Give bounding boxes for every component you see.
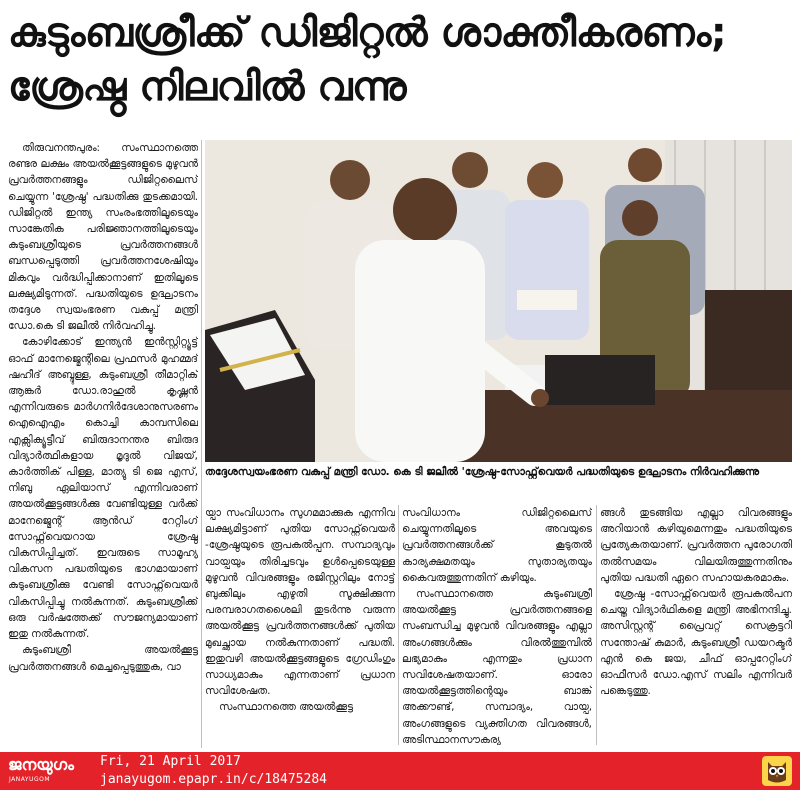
epaper-url[interactable]: janayugom.epapr.in/c/18475284 [100, 772, 327, 787]
photo-illustration [205, 140, 792, 462]
paragraph: ങ്ങൾ തുടങ്ങിയ എല്ലാ വിവരങ്ങളും അറിയാൻ കഴിയുമെന്നതും പദ്ധതിയുടെ പ്രത്യേകതയാണ്. പ്രവർത്തന പുരോഗതി തൽസമയം വിലയിരുത്തുന്നതിനും പുതിയ പദ്ധതി ഏറെ സഹായകരമാകും. [600, 507, 792, 584]
paragraph: സംവിധാനം ഡിജിറ്റലൈസ് ചെയ്യുന്നതിലൂടെ അവയുടെ പ്രവർത്തനങ്ങൾക്ക് കൂടുതൽ കാര്യക്ഷമതയും സുതാര്യതയും കൈവരുത്തുന്നതിന് കഴിയും. [402, 507, 592, 584]
article-column-3 [402, 505, 592, 745]
paragraph: സംസ്ഥാനത്തെ അയൽക്കൂട്ട [219, 701, 353, 714]
paragraph: സംസ്ഥാനത്തെ കുടുംബശ്രീ അയൽക്കൂട്ട പ്രവർത്തനങ്ങളെ സംബന്ധിച്ച മുഴുവൻ വിവരങ്ങളും എല്ലാ അംഗങ്ങൾക്കും വിരൽത്തുമ്പിൽ ലഭ്യമാകും എന്നതും പ്രധാന സവിശേഷതയാണ്. ഓരോ അയൽക്കൂട്ടത്തിന്റെയും ബാങ്ക് അക്കൗണ്ട്, സമ്പാദ്യം, വായ്പ, അംഗങ്ങളുടെ വ്യക്തിഗത വിവരങ്ങൾ, അടിസ്ഥാനസൗകര്യ [402, 588, 592, 745]
article-column-4 [600, 505, 792, 745]
publication-date: Fri, 21 April 2017 [100, 754, 241, 769]
paragraph: കോഴിക്കോട് ഇന്ത്യൻ ഇൻസ്റ്റിറ്റ്യൂട്ട് ഓഫ് മാനേജ്മെന്റിലെ പ്രഫസർ മുഹമ്മദ് ഷഹീദ് അബ്ദുള്ള, കുടുംബശ്രീ തീമാറ്റിക് ആങ്കർ ഡോ.രാഹുൽ കൃഷ്ണൻ എന്നിവരുടെ മാർഗനിർദേശാനുസരണം ഐഐഎം കൊച്ചി കാമ്പസിലെ എക്സിക്യൂട്ടീവ് ബിരുദാനന്തര ബിരുദ വിദ്യാർത്ഥികളായ മൃദുൽ വിജയ്, കാർത്തിക് പിള്ള, മാത്യു ടി ജെ എസ്, നിബു ഏലിയാസ് എന്നിവരാണ് അയൽക്കൂട്ടങ്ങൾക്കു വേണ്ടിയുള്ള വർക്ക് മാനേജ്മെന്റ് ആൻഡ് റേറ്റിംഗ് സോഫ്റ്റ്‌വെയറായ ശ്രേഷ്ഠ വികസിപ്പിച്ചത്. ഇവരുടെ സാമൂഹ്യ വികസന പദ്ധതിയുടെ ഭാഗമായാണ് കുടുംബശ്രീക്കു വേണ്ടി സോഫ്റ്റ്‌വെയർ വികസിപ്പിച്ചു നൽകുന്നത്. കുടുംബശ്രീക്ക് ഒരു വർഷത്തേക്ക് സൗജന്യമായാണ് ഇതു നൽകുന്നത്. [8, 336, 198, 641]
brand-logo-subtitle: JANAYUGOM [9, 776, 51, 783]
paragraph: തിരുവനന്തപുരം: സംസ്ഥാനത്തെ രണ്ടര ലക്ഷം അയൽക്കൂട്ടങ്ങളുടെ മുഴുവൻ പ്രവർത്തനങ്ങളും ഡിജിറ്റലൈസ് ചെയ്യുന്ന 'ശ്രേഷ്ഠ' പദ്ധതിക്കു തുടക്കമായി. ഡിജിറ്റൽ ഇന്ത്യ സംരംഭത്തിലൂടെയും സാങ്കേതിക പരിജ്ഞാനത്തിലൂടെയും കുടുംബശ്രീയുടെ പ്രവർത്തനങ്ങൾ ബന്ധപ്പെടുത്തി പ്രവർത്തനശേഷിയും മികവും വർദ്ധിപ്പിക്കാനാണ് ഇതിലൂടെ ലക്ഷ്യമിടുന്നത്. പദ്ധതിയുടെ ഉദ്ഘാടനം തദ്ദേശ സ്വയംഭരണ വകുപ്പ് മന്ത്രി ഡോ.കെ ടി ജലീൽ നിർവഹിച്ചു. [8, 142, 198, 333]
headline-line-2: ശ്രേഷ്ഠ നിലവിൽ വന്നു [8, 64, 407, 110]
paragraph: ശ്രേഷ്ഠ -സോഫ്റ്റ്‌വെയർ രൂപകൽപന ചെയ്ത വിദ്യാർഥികളെ മന്ത്രി അഭിനന്ദിച്ചു. അസിസ്റ്റന്റ് പ്രൈവറ്റ് സെക്രട്ടറി സന്തോഷ് കുമാർ, കുടുംബശ്രീ ഡയറക്ടർ എൻ കെ ജയ, ചീഫ് ഓപ്പറേറ്റിംഗ് ഓഫീസർ ഡോ.എസ് സലിം എന്നിവർ പങ്കെടുത്തു. [600, 588, 792, 698]
column-divider [201, 140, 202, 748]
column-divider [398, 505, 399, 745]
article-column-2 [205, 505, 395, 745]
headline [8, 6, 792, 114]
column-divider [596, 505, 597, 745]
news-photo [205, 140, 792, 462]
footer-bar [0, 752, 800, 790]
headline-line-1: കുടുംബശ്രീക്ക് ഡിജിറ്റൽ ശാക്തീകരണം; [8, 10, 727, 56]
owl-icon [762, 756, 792, 786]
brand-logo: ജനയുഗം [8, 755, 74, 774]
paragraph: കുടുംബശ്രീ അയൽക്കൂട്ട പ്രവർത്തനങ്ങൾ മെച്ചപ്പെടുത്തുക, വാ [8, 644, 198, 673]
article-column-1 [8, 140, 198, 748]
paragraph: യ്പാ സംവിധാനം സുഗമമാക്കുക എന്നിവ ലക്ഷ്യമിട്ടാണ് പുതിയ സോഫ്റ്റ്‌വെയർ -ശ്രേഷ്ഠയുടെ രൂപകൽപ്പന. സമ്പാദ്യവും വായ്പയും തിരിച്ചടവും ഉൾപ്പെടെയുള്ള മുഴുവൻ വിവരങ്ങളും രജിസ്റ്ററിലും നോട്ട് ബുക്കിലും എഴുതി സൂക്ഷിക്കുന്ന പരമ്പരാഗതശൈലി തുടർന്നു വരുന്ന അയൽക്കൂട്ട പ്രവർത്തനങ്ങൾക്ക് പുതിയ മുഖച്ഛായ നൽകുന്നതാണ് പദ്ധതി. ഇതുവഴി അയൽക്കൂട്ടങ്ങളുടെ ഗ്രേഡിംഗും സാധ്യമാകും എന്നതാണ് പ്രധാന സവിശേഷത. [205, 507, 395, 698]
photo-caption: തദ്ദേശസ്വയംഭരണ വകുപ്പ് മന്ത്രി ഡോ. കെ ടി ജലീൽ 'ശ്രേഷ്ഠ-സോഫ്റ്റ്‌വെയർ പദ്ധതിയുടെ ഉദ്ഘാടനം നിർവഹിക്കുന്നു [205, 466, 760, 478]
